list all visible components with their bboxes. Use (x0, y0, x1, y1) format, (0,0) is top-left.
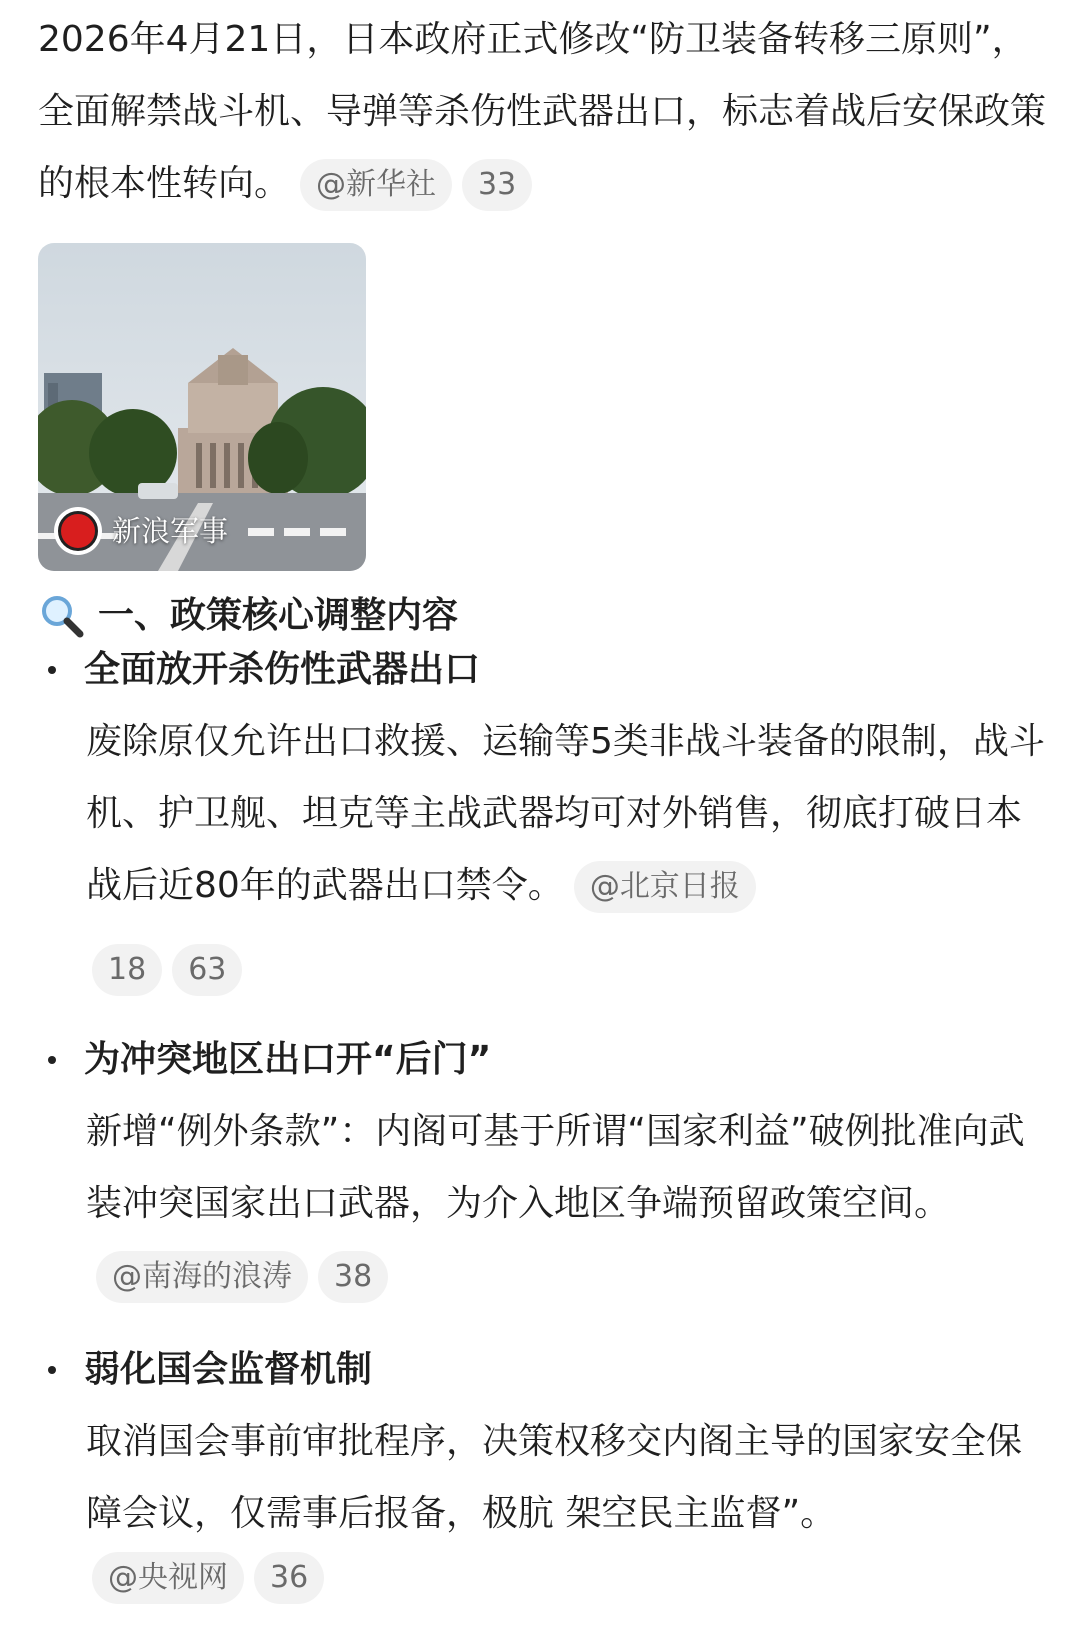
item-1-paragraph (86, 706, 1046, 922)
item-2-paragraph (86, 1096, 1046, 1312)
intro-paragraph (38, 4, 1048, 220)
bullet-dot (48, 666, 56, 674)
source-chip-cctv[interactable]: @央视网 (92, 1552, 244, 1604)
item-body: 新增“例外条款”：内阁可基于所谓“国家利益”破例批准向武装冲突国家出口武器，为介入地区争端预留政策空间。 (86, 1111, 1025, 1224)
intro-text: 2026年4月21日，日本政府正式修改“防卫装备转移三原则”，全面解禁战斗机、导弹等杀伤性武器出口，标志着战后安保政策的根本性转向。 (38, 19, 1047, 204)
count-chip[interactable]: 38 (318, 1251, 388, 1303)
count-chip[interactable]: 33 (462, 159, 532, 211)
section-heading (38, 586, 458, 646)
item-body: 废除原仅允许出口救援、运输等5类非战斗装备的限制，战斗机、护卫舰、坦克等主战武器均可对外销售，彻底打破日本战后近80年的武器出口禁令。 (86, 721, 1045, 906)
bullet-heading-2 (48, 1030, 491, 1090)
photo-source-name: 新浪军事 (112, 514, 229, 548)
photo-source-label (54, 507, 228, 555)
bullet-title: 弱化国会监督机制 (84, 1349, 373, 1390)
count-chip[interactable]: 18 (92, 944, 162, 996)
bullet-title: 全面放开杀伤性武器出口 (84, 649, 481, 690)
sina-military-logo-icon (54, 507, 102, 555)
bullet-dot (48, 1056, 56, 1064)
bullet-title: 为冲突地区出口开“后门” (84, 1039, 492, 1080)
item-3-chips (92, 1552, 324, 1604)
bullet-dot (48, 1366, 56, 1374)
section-title: 一、政策核心调整内容 (98, 595, 459, 636)
item-3-paragraph (86, 1406, 1046, 1550)
item-1-counts (92, 944, 242, 996)
bullet-heading-3 (48, 1340, 372, 1400)
magnifier-icon (38, 592, 86, 640)
source-chip-nanhai[interactable]: @南海的浪涛 (96, 1251, 308, 1303)
bullet-heading-1 (48, 640, 480, 700)
source-chip-xinhua[interactable]: @新华社 (300, 159, 452, 211)
item-body: 取消国会事前审批程序，决策权移交内阁主导的国家安全保障会议，仅需事后报备，极肮 架空民主监督”。 (86, 1421, 1023, 1534)
count-chip[interactable]: 36 (254, 1552, 324, 1604)
count-chip[interactable]: 63 (172, 944, 242, 996)
news-photo[interactable] (38, 243, 366, 571)
source-chip-beijing-daily[interactable]: @北京日报 (574, 861, 756, 913)
